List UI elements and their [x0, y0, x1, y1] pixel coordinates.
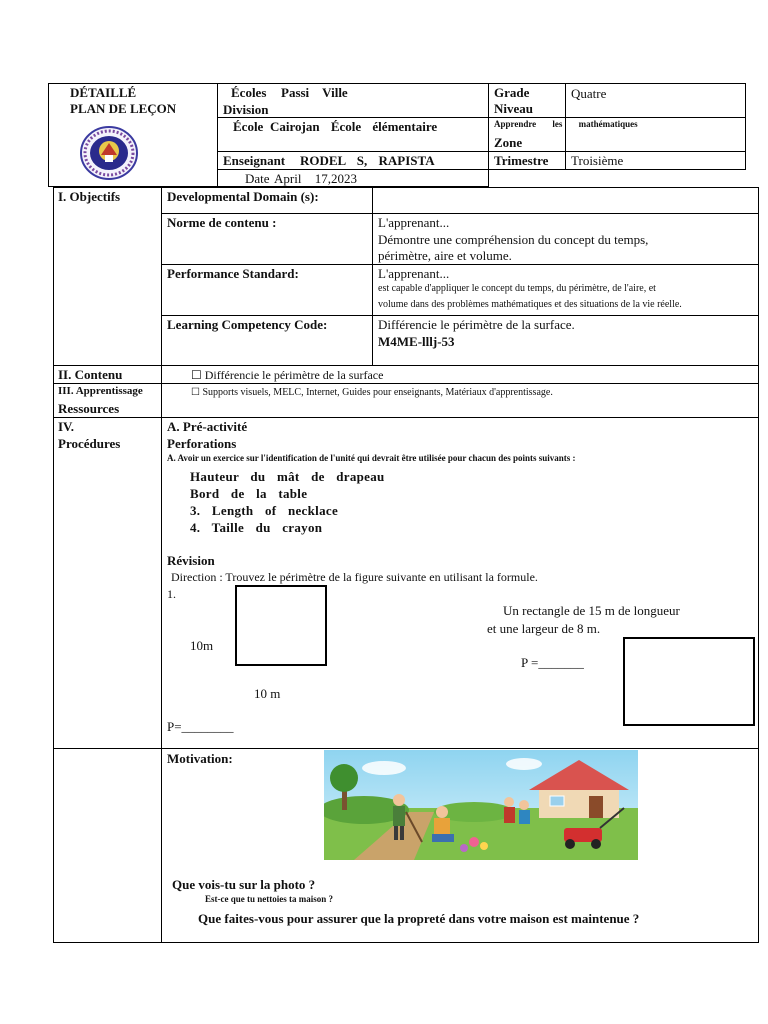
- developmental-domain-label: Developmental Domain (s):: [167, 189, 319, 204]
- performance-standard-line1: L'apprenant...: [378, 266, 450, 281]
- content-checkbox: [191, 368, 383, 383]
- rectangle-description-line1: Un rectangle de 15 m de longueur: [503, 603, 680, 618]
- doc-title-line1: DÉTAILLÉ: [70, 85, 137, 100]
- content-standard-line3: périmètre, aire et volume.: [378, 248, 512, 263]
- rectangle-figure: [623, 637, 755, 726]
- procedures-section-label-2: Procédures: [58, 436, 121, 451]
- performance-standard-line3: volume dans des problèmes mathématiques et des situations de la vie réelle.: [378, 299, 682, 310]
- checkbox-icon: ☐: [191, 387, 200, 398]
- perimeter-blank-2: P =_______: [521, 655, 584, 670]
- square-side-label: 10m: [190, 638, 214, 653]
- perimeter-blank-1: P=________: [167, 719, 234, 734]
- schools-division-value: Passi Ville: [281, 85, 348, 100]
- schools-division-label-b: Division: [223, 102, 269, 117]
- pre-activity-heading: A. Pré-activité: [167, 419, 248, 434]
- teacher-label: Enseignant: [223, 153, 286, 168]
- square-bottom-label: 10 m: [254, 686, 281, 701]
- performance-standard-label: Performance Standard:: [167, 266, 299, 281]
- quarter-value: Troisième: [571, 153, 624, 168]
- drill-instruction: A. Avoir un exercice sur l'identification de l'unité qui devrait être utilisée pour chacun des points suivants :: [167, 453, 576, 463]
- resources-section-label-2: Ressources: [58, 401, 120, 416]
- doc-title-line2: PLAN DE LEÇON: [70, 101, 177, 116]
- drill-item-3: 3. Length of necklace: [190, 503, 339, 518]
- motivation-question-1: Que vois-tu sur la photo ?: [172, 877, 316, 892]
- content-section-label: II. Contenu: [58, 367, 123, 382]
- content-value: Différencie le périmètre de la surface: [204, 368, 384, 382]
- date-value: April 17,2023: [274, 171, 357, 186]
- review-heading: Révision: [167, 553, 215, 568]
- date-label: Date: [245, 171, 270, 186]
- drill-item-4: 4. Taille du crayon: [190, 520, 323, 535]
- grade-label-2: Niveau: [494, 101, 533, 116]
- objectives-section-label: I. Objectifs: [58, 189, 121, 204]
- zone-label: Zone: [494, 135, 523, 150]
- grade-label-1: Grade: [494, 85, 530, 100]
- motivation-question-2: Est-ce que tu nettoies ta maison ?: [205, 894, 333, 904]
- motivation-label: Motivation:: [167, 751, 233, 766]
- content-standard-line2: Démontre une compréhension du concept du temps,: [378, 232, 649, 247]
- school-value: Cairojan École élémentaire: [270, 119, 438, 134]
- motivation-question-3: Que faites-vous pour assurer que la propreté dans votre maison est maintenue ?: [198, 911, 640, 926]
- resources-checkbox: [191, 387, 553, 398]
- competency-code: M4ME-lllj-53: [378, 334, 455, 349]
- checkbox-icon: ☐: [191, 368, 202, 382]
- review-direction: Direction : Trouvez le périmètre de la figure suivante en utilisant la formule.: [171, 570, 538, 584]
- content-standard-line1: L'apprenant...: [378, 215, 450, 230]
- deped-seal-logo: [79, 125, 139, 181]
- resources-section-label-1: III. Apprentissage: [58, 385, 143, 397]
- garden-cleaning-illustration: [324, 750, 638, 860]
- learning-area-value: Apprendre les mathématiques: [494, 119, 638, 129]
- drill-item-2: Bord de la table: [190, 486, 308, 501]
- schools-division-label-a: Écoles: [231, 85, 267, 100]
- procedures-section-label-1: IV.: [58, 419, 75, 434]
- drills-heading: Perforations: [167, 436, 237, 451]
- school-label: École: [233, 119, 264, 134]
- competency-label: Learning Competency Code:: [167, 317, 328, 332]
- competency-line1: Différencie le périmètre de la surface.: [378, 317, 575, 332]
- grade-value: Quatre: [571, 86, 607, 101]
- rectangle-description-line2: et une largeur de 8 m.: [487, 621, 601, 636]
- performance-standard-line2: est capable d'appliquer le concept du temps, du périmètre, de l'aire, et: [378, 283, 656, 294]
- problem-number: 1.: [167, 587, 176, 601]
- drill-item-1: Hauteur du mât de drapeau: [190, 469, 385, 484]
- quarter-label: Trimestre: [494, 153, 549, 168]
- content-standard-label: Norme de contenu :: [167, 215, 277, 230]
- teacher-value: RODEL S, RAPISTA: [300, 153, 435, 168]
- resources-value: Supports visuels, MELC, Internet, Guides pour enseignants, Matériaux d'apprentissage.: [202, 387, 553, 398]
- square-figure: [235, 585, 327, 666]
